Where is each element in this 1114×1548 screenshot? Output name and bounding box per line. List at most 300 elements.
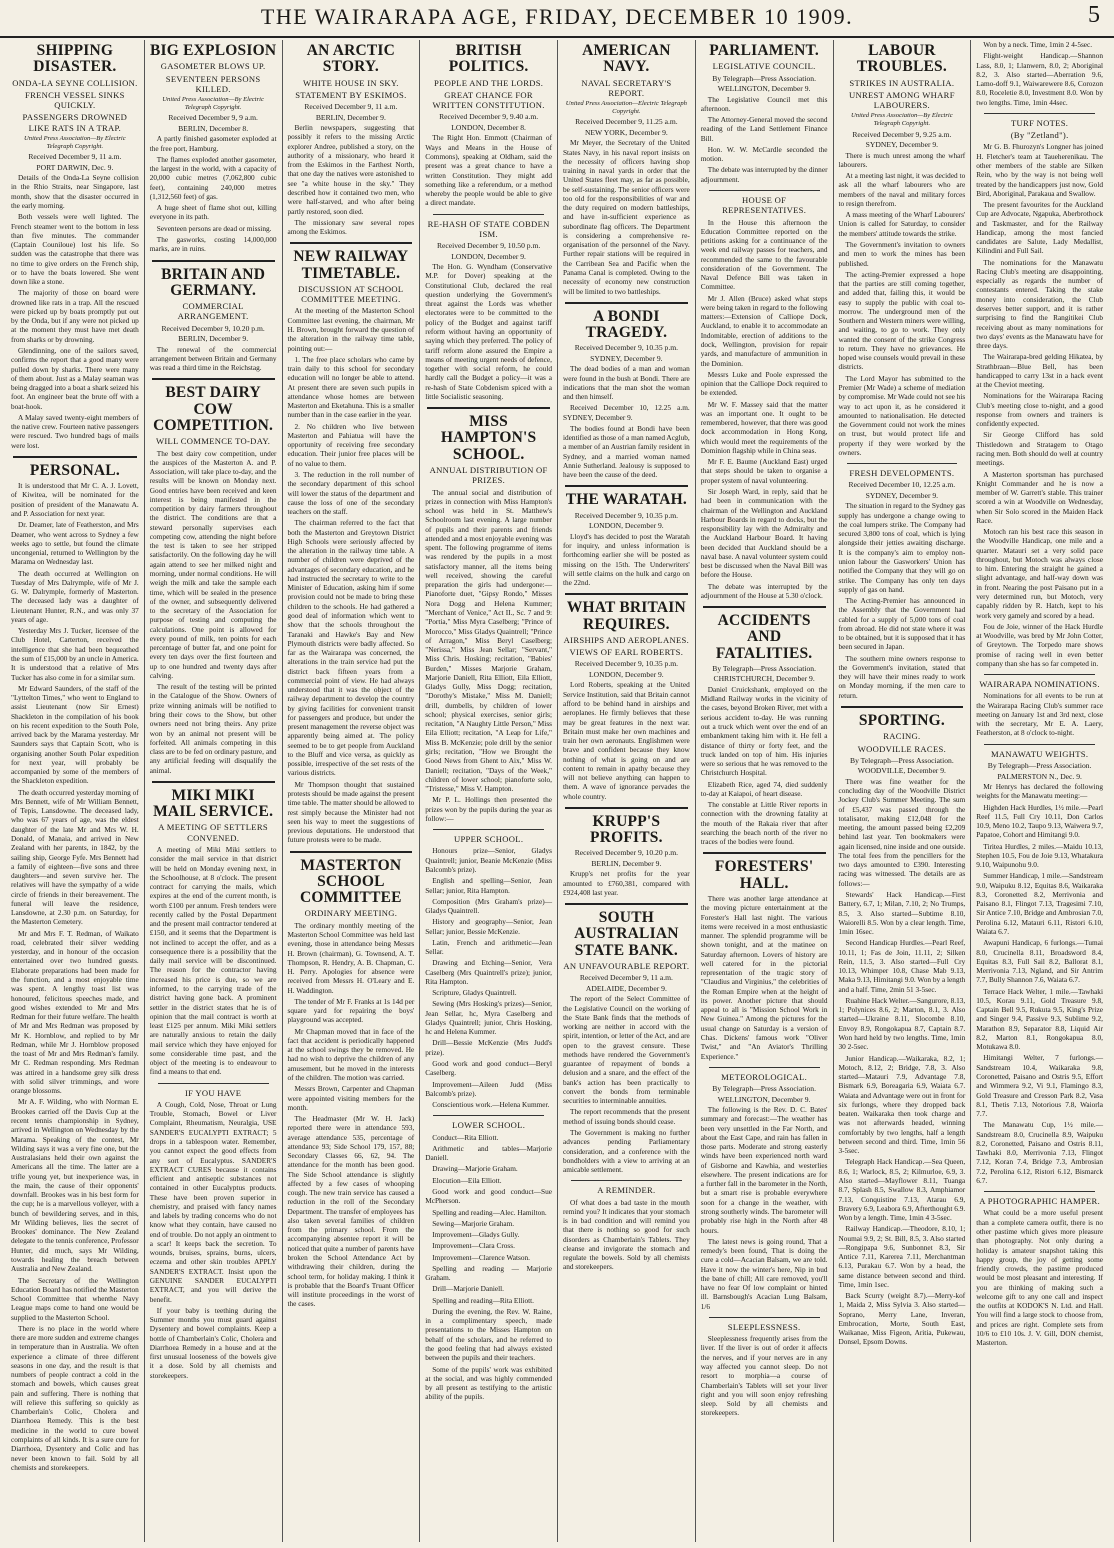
article-subheading: PASSENGERS DROWNED LIKE RATS IN A TRAP. — [22, 112, 128, 133]
article-headline: AMERICAN NAVY. — [582, 42, 671, 76]
article-paragraph: Junior Handicap.—Waikaraka, 8.2, 1; Motoch, 8.12, 2; Bridge, 7.8, 3. Also started—Matauri 7.9, Advantage 7.8, Bismark 6.9, Boreagaria 6.9, Waiata 6.7. Waiata and Advantage were out in front for six furlongs, where they dropped back beaten. Waikaraka then took charge and was not afterwards headed, winning comfortably by two lengths, half a length between second and third. Time, 1min 56 3-5sec. — [838, 1053, 966, 1156]
column-rule — [152, 781, 275, 783]
dateline: Received December 9, 10.20 p.m. — [574, 848, 679, 858]
article-paragraph: Mr Edward Saunders, of the staff of the "Lyttelton Times," who went to England to assist Lieutenant (now Sir Ernest) Shackleton in the compilation of his book on his recent expedition to the South Pole, arrived back by the Marama yesterday. Mr Saunders says that Captain Scott, who is organising another South Polar expedition for next year, will probably be accompanied by some of the members of the Shackleton expedition. — [11, 683, 139, 786]
article-paragraph: If your baby is teething during the Summer months you must guard against Dysentery and bowel complaints. Keep a bottle of Chamberlain's Colic, Cholera and Diarrhoea Remedy in a house and at the first unusual looseness of the bowels give it a dose. Sold by all chemists and storekeepers. — [149, 1305, 277, 1380]
dateline: WOODVILLE, December 9. — [857, 766, 946, 776]
article-paragraph: Yesterday Mrs J. Tucker, licensee of the Club Hotel, Carterton, received the intelligence that she had been bequeathed the sum of £15,000 by an uncle in America. It is understood that a relative of Mrs Tucker has also come in for a similar sum. — [11, 626, 139, 682]
article-paragraph: 1. The free place scholars who came by train daily to this school for secondary education will no longer be able to attend. At present there are seven such pupils in attendance whose homes are between Masterton and Eketahuna. This is a smaller number than in the case earlier in the year. — [287, 354, 415, 420]
article-headline: MIKI MIKI MAIL SERVICE. — [153, 786, 274, 821]
article-headline: LABOUR TROUBLES. — [856, 42, 947, 76]
dateline: SYDNEY, December 9. — [865, 490, 939, 500]
article-paragraph: The Acting-Premier has announced in the Assembly that the Government had cabled for a supply of 5,000 tons of coal from abroad. He did not state where it was to be obtained, but it is supposed that it has been secured in Japan. — [838, 596, 966, 652]
article-paragraph: Conscientious work.—Helena Kummer. — [432, 1100, 550, 1110]
article-paragraph: Flight-weight Handicap.—Shannon Lass, 8.0, 1; Llanwern, 8.0, 2; Aboriginal 8.2, 3. Also started—Aberration 9.6, Lamo-doff 9.1, Waiwarewere 8.6, Corozon 8.0, Roceletie 8.0, Investment 8.0. Won by two lengths. Time, 1min 44sec. — [976, 51, 1103, 107]
wire-credit: United Press Association—By Electric Telegraph Copyright. — [851, 112, 953, 128]
article-headline: MASTERTON SCHOOL COMMITTEE — [300, 856, 402, 907]
dateline: LONDON, December 9. — [451, 251, 526, 261]
article-subheading: (By "Zetland"). — [1010, 130, 1069, 141]
article-subheading: FRESH DEVELOPMENTS. — [849, 468, 955, 479]
article — [563, 43, 690, 296]
dateline: Received December 9, 9.25 a.m. — [852, 129, 952, 139]
article-subheading: NAVAL SECRETARY'S REPORT. — [581, 77, 672, 98]
article-subheading: LEGISLATIVE COUNCIL. — [712, 61, 816, 72]
article-paragraph: Improvement—Gladys Gully. — [432, 1230, 520, 1240]
article-subheading: WHITE HOUSE IN SKY. — [302, 77, 399, 88]
article — [563, 807, 690, 897]
dateline: Received December 9, 11 a.m. — [579, 973, 673, 983]
article-paragraph: Mr A. F. Wilding, who with Norman E. Brookes carried off the Davis Cup at the recent tennis championship in Sydney, arrived in Wellington on Wednesday by the Marama. Speaking of the contest, Mr Wilding says it was a very fine one, but the Australasians held their own against the Americans all the time. The latter are a trifle young yet, but inexperience was, in the main, the cause of their opponents' downfall. Brookes was in his best form for the cup; he is a marvellous volleyer, with a bunch of bewildering serves, and in this, Mr Wilding believes, lies the secret of Brookes' dominance. The New Zealand delegate to the tennis conference, Professor Hunter, did much, says Mr Wilding, towards healing the breach between Australia and New Zealand. — [11, 1097, 139, 1274]
column-rule — [709, 1317, 820, 1318]
article-subheading: TURF NOTES. — [1010, 117, 1069, 128]
article — [563, 593, 690, 801]
article — [425, 1115, 552, 1401]
article-paragraph: Sleeplessness frequently arises from the liver. If the liver is out of order it affects the nerves, and if your nerves are in any way affected you cannot sleep. Do not resort to morphia—a course of Chamberlain's Tablets will set your liver right and you will soon enjoy refreshing sleep. Sold by all chemists and storekeepers. — [700, 1334, 828, 1418]
dateline: Received December 10, 12.25 a.m. — [848, 480, 956, 490]
article-subheading: PEOPLE AND THE LORDS. — [433, 77, 544, 88]
article-subheading: METEOROLOGICAL. — [721, 1071, 808, 1082]
article-paragraph: Arithmetic and tables—Marjorie Daniell. — [425, 1143, 552, 1163]
article-paragraph: Composition (Mrs Graham's prize)—Gladys Quaintrell. — [425, 896, 552, 916]
article-subheading: GASOMETER BLOWS UP. — [160, 61, 266, 72]
article-paragraph: 3. The reduction in the roll number of the secondary department of this school will lower the status of the department and cause the loss of one of the secondary teachers on the staff. — [287, 469, 415, 517]
article-paragraph: Krupp's net profits for the year amounted to £760,381, compared with £924,408 last year. — [563, 869, 690, 897]
article-paragraph: Hon. W. W. McCardle seconded the motion. — [700, 144, 828, 164]
wire-credit: United Press Association—By Electric Telegraph Copyright. — [24, 135, 126, 150]
dateline: Received December 9, 9 a.m. — [168, 113, 258, 123]
column-rule — [984, 744, 1095, 745]
column-rule — [571, 1180, 682, 1181]
article-paragraph: A mass meeting of the Wharf Labourers' Union is called for Saturday, to consider the members' attitude towards the strike. — [838, 210, 966, 238]
column-rule — [847, 463, 958, 464]
article-headline: BRITISH POLITICS. — [448, 42, 529, 76]
article-paragraph: Messrs Brown, Carpenter and Chapman were appointed visiting members for the month. — [287, 1084, 415, 1112]
article-subheading: A REMINDER. — [597, 1185, 656, 1196]
article-paragraph: Seventeen persons are dead or missing. — [156, 223, 272, 233]
article — [839, 43, 966, 457]
article-paragraph: In the House this afternoon the Education Committee reported on the petitions asking for a continuance of the week end railway passes for teachers, and recommended the same to the favourable consideration of the Government. The Naval Defence Bill was taken in Committee. — [700, 217, 828, 292]
article-paragraph: Himitangi Welter, 7 furlongs.—Sandstream 10.4, Waikaraka 9.8, Coronetted, Paisano and Ostris 9.5, Effort and Wimmera 9.2, Vi 9.1, Flamingo 8.3, Gold Treasure and Cresson Park 8.2, Vasa 8.1, Thetis 7.13, Notorious 7.8, Waiorla 7.7. — [976, 1053, 1103, 1119]
article-paragraph: There was fine weather for the concluding day of the Woodville District Jockey Club's Summer Meeting. The sum of £5,437 was passed through the totalisator, making £12,048 for the meeting, the amount passed being £2,209 behind last year. Ten bookmakers were again licensed, nine inside and one outside. The total fees from the pencillers for the two days amounted to £390. Interesting racing was witnessed. The details are as follows:— — [838, 776, 966, 888]
article-paragraph: The gasworks, costing 14,000,000 marks, are in ruins. — [149, 234, 277, 254]
article-paragraph: Drill—Bessie McKenzie (Mrs Judd's prize). — [425, 1038, 552, 1057]
article-paragraph: Railway Handicap.—Theodore, 8.10, 1; Noumai 9.9, 2; St. Bill, 8.5, 3. Also started—Rongipapa 9.6, Sunbonnet 8.3, Sir Antice 7.11, Karerea 7.11, Merchantman 6.13, Purakau 6.7. Won by a head, the same distance between second and third. Time, 1min 1sec. — [838, 1224, 966, 1289]
article-paragraph: Highden Hack Hurdles, 1½ mile.—Pearl Reef 11.5, Full Cry 10.11, Don Carlos 10.9, Meno 10.2, Taupo 9.13, Waiwera 9.7, Papatoe, Cohort and Himitangi 9.0. — [976, 802, 1103, 840]
article-paragraph: Good work and good conduct—Sue McPherson. — [425, 1186, 552, 1206]
column-rule — [290, 242, 413, 244]
column-rule — [565, 903, 688, 905]
article-subheading: ANNUAL DISTRIBUTION OF PRIZES. — [429, 464, 548, 486]
article — [839, 706, 966, 1347]
dateline: Received December 9, 11.25 a.m. — [575, 117, 678, 127]
article-paragraph: Summer Handicap, 1 mile.—Sandstream 9.0, Waipuku 8.12, Equitas 8.6, Waikaraka 8.3, Coronetted 8.2, Merrivonia and Paisano 8.1, Flingot 7.13, Tragesimi 7.10, Sir Antice 7.10, Bridge and Ambrosian 7.0, Perolina 6.12, Matauri 6.11, Ristori 6.10, Waiata 6.7. — [976, 871, 1104, 936]
article-paragraph: Drawing and Etching—Senior, Vera Caselberg (Mrs Quaintrell's prize); junior, Rita Hampton. — [425, 958, 552, 986]
article — [563, 1180, 690, 1271]
article-paragraph: What could be a more useful present than a complete camera outfit, there is no other pastime which gives more pleasure than photography. Not only during a holiday is amateur snapshot taking this happy group, the joy of getting some friendly crowds, the pastime produced would be most pleasant and interesting. If you are thinking of making such a welcome gift to any one call and inspect the outfits at KODOK'S N. Ltd. and Hall. You will find a large stock to choose from, and prices are right. Complete sets from 10/6 to £10 10s. J. V. Gill, DON chemist, Masterton. — [976, 1208, 1103, 1348]
article-subheading: SLEEPLESSNESS. — [727, 1321, 801, 1332]
article — [701, 43, 828, 184]
article-headline: SHIPPING DISASTER. — [33, 42, 117, 76]
dateline: By Telegraph—Press Association. — [987, 761, 1092, 771]
article — [839, 463, 966, 700]
article-paragraph: During the evening, the Rev. W. Raine, in a complimentary speech, made presentations to the Misses Hampton on behalf of the scholars, and he referred to the good feeling that had always existed between the pupils and their teachers. — [425, 1306, 552, 1363]
article-subheading: ONDA-LA SEYNE COLLISION. — [12, 77, 138, 88]
article-paragraph: The Lord Mayor has submitted to the Premier (Mr Wade) a scheme of mediation by compromise. Mr Wade could not see his way to act upon it, as he considered it amounted to nationalisation. He detected the Government could not work the mines on trust, but would protect life and property if they were worked by the owners. — [838, 373, 966, 457]
article-subheading: RACING. — [883, 731, 921, 742]
article-paragraph: Nominations for the Wairarapa Racing Club's meeting close to-night, and a good response from owners and trainers is confidently expected. — [976, 391, 1103, 429]
article-subheading: AN UNFAVOURABLE REPORT. — [563, 960, 690, 971]
article-paragraph: Mr W. F. Massey said that the matter was an important one. It ought to be remembered, however, that there was good dock accommodation in Hong Kong, which would meet the requirements of the Dominion flagship while in China seas. — [700, 399, 828, 455]
article-paragraph: Back Scurry (weight 8.7).—Merry-kof 1, Maida 2, Miss Sylvia 3. Also started—Soprano, Merry Lane, Inveran, Embrocation, Morte, South East, Waikanae, Miss Figeon, Aritia, Pukewau, Donsel, Epsom Downs. — [838, 1291, 966, 1347]
article — [288, 242, 415, 844]
article-paragraph: Awapuni Handicap, 6 furlongs.—Tumai 8.0, Crucinella 8.11, Broadsword 8.4, Equitas 8.3, Full Sail 8.2, Ballorat 8.1, Merrivonia 7.13, Ngland, and Sir Antrim 7.7, Bully Shannon 7.6, Waiata 6.7. — [976, 938, 1103, 985]
article — [976, 40, 1103, 107]
article-subheading: WOODVILLE RACES. — [857, 743, 947, 754]
article-paragraph: Sir Joseph Ward, in reply, said that he had been in communication with the chairman of the Wellington and Auckland Harbour Boards in regard to docks, but the responsibility lay with the Admiralty and the Auckland Harbour Board. It having been decided that Auckland should be a naval base. A naval volunteer system could best be discussed when the Naval Bill was before the House. — [700, 487, 828, 580]
article-headline: PERSONAL. — [29, 461, 120, 479]
article-paragraph: Mr Henrys has declared the following weights for the Manawatu meeting:— — [976, 782, 1103, 801]
article-paragraph: Received December 10, 12.25 a.m. SYDNEY, December 9. — [563, 403, 690, 422]
article-paragraph: The annual social and distribution of prizes in connection with Miss Hampton's school was held in St. Matthew's Schoolroom last evening. A large number of pupils and their parents and friends attended and a most enjoyable evening was spent. The following programme of items was rendered by the pupils in a most satisfactory manner, all the items being well received, showing the careful preparation the girls had undergone:—Pianoforte duet, "Gipsy Rondo," Misses Nora Dogg and Helena Kummer; "Merchant of Venice," Act II., Sc. 7 and 9: "Portia," Miss Myra Caselberg; "Prince of Morocco," Miss Gladys Quaintrell; "Prince of Arragon," Miss Beryl Caselberg; "Nerissa," Miss Jean Sellar; "Servant," Miss Chris. Hosking; recitation, "Babies' Burden," Misses Marjorie Graham, Marjorie Daniell, Rita Elliott, Eila Elliott, Gladys Gully, Miss Dogg; recitation, "Dorothy's Mistake," Miss M. Daniell; drill, dumbells, by children of lower school; physical exercises, senior girls; recitation, "A Naughty Little Person," Miss Eila Elliott; recitation, "A Leap for Life," Miss B. McKenzie; pole drill by the senior girls; recitation, "How we Brought the Good News from Ghent to Aix," Miss W. Daniell; recitation, "Days of the Week," children of lower school; pianoforte solo, "Tristesse," Miss V. Hampton. — [425, 487, 552, 794]
article — [976, 113, 1103, 668]
dateline: Received December 9, 9.40 a.m. — [439, 112, 539, 122]
article-paragraph: Terrace Hack Welter, 1 mile.—Tawhaki 10.5, Korau 9.11, Gold Treasure 9.8, Captain Bell 9.5, Rukuta 9.5, King's Prize and Singer 9.4, Passive 9.3, Sublime 9.2, Marathon 8.9, Separator 8.8, Liquid Air 8.2, Marton 8.1, Rongokapua 8.0, Motukawa 8.0. — [976, 986, 1103, 1052]
masthead — [0, 0, 1114, 38]
article — [150, 378, 277, 774]
article-headline: A BONDI TRAGEDY. — [585, 307, 668, 342]
article-headline: NEW RAILWAY TIMETABLE. — [293, 248, 409, 282]
dateline: BERLIN, December 9. — [315, 112, 386, 122]
article-paragraph: Good work and good conduct—Beryl Caselberg. — [425, 1059, 552, 1078]
article-paragraph: Glendinning, one of the sailors saved, confirms the report that a good many were pulled down by sharks. There were many of them about. Just as a Malay seaman was being dragged into a boat a shark seized his foot. An engineer beat the brute off with a boat-hook. — [11, 346, 139, 411]
article-paragraph: The flames exploded another gasometer, the largest in the world, with a capacity of 20,000 cubic metres (7,062,800 cubic feet), containing 240,000 metres (1,312,560 feet) of gas. — [149, 154, 277, 201]
article — [150, 43, 277, 254]
column-rule — [565, 807, 688, 809]
article-paragraph: Mr P. L. Hollings then presented the prizes won by the pupils during the year as follow:— — [425, 795, 552, 823]
column-rule — [13, 456, 137, 458]
article-subheading: WILL COMMENCE TO-DAY. — [155, 436, 271, 447]
article-paragraph: The acting-Premier expressed a hope that the parties are still coming together, and added that, failing this, it would be easy to supply the public with coal to-morrow. The underground men of the Southern and Western miners were willing, and waiting, to go to work. They only wanted the consent of the strike Congress to return. They have no grievances. He hoped wise counsels would prevail in these districts. — [838, 269, 966, 372]
column-6 — [695, 40, 833, 1542]
article-paragraph: The Right Hon. Emmott (Chairman of Ways and Means in the House of Commons), speaking at Oldham, said the present was a great chance to have a written Constitution. They might add something like a referendum, or a method whereby the people would be able to give a direct mandate. — [425, 133, 552, 208]
article-paragraph: The dead bodies of a man and woman were found in the bush at Bondi. There are indications that the man shot the woman and then himself. — [563, 364, 690, 402]
article-paragraph: A huge sheet of flame shot out, killing everyone in its path. — [149, 203, 277, 222]
dateline: NEW YORK, December 9. — [584, 127, 668, 137]
article-paragraph: The constable at Little River reports in connection with the drowning fatality at the mouth of the Rakaia river that after searching the beach north of the river no traces of the bodies were found. — [700, 800, 828, 847]
dateline: By Telegraph—Press Association. — [712, 73, 816, 83]
article-subheading: RE-HASH OF STATE COBDEN ISM. — [427, 218, 550, 239]
column-rule — [984, 113, 1095, 114]
wire-credit: United Press Association—Electric Telegraph Copyright. — [565, 100, 687, 115]
dateline: Received December 9, 10.35 p.m. — [574, 659, 679, 669]
article-headline: SOUTH AUSTRALIAN STATE BANK. — [574, 909, 679, 959]
column-rule — [703, 852, 826, 854]
article-headline: FORESTERS' HALL. — [714, 858, 814, 892]
dateline: SYDNEY, December 9. — [590, 353, 663, 363]
article — [976, 744, 1103, 1185]
dateline: Received December 9, 10.35 p.m. — [574, 343, 679, 353]
article-headline: BIG EXPLOSION — [150, 42, 277, 59]
article — [701, 1067, 828, 1311]
dateline: CHRISTCHURCH, December 9. — [713, 674, 815, 684]
dateline: ADELAIDE, December 9. — [585, 983, 667, 993]
column-rule — [984, 674, 1095, 675]
dateline: PORT DARWIN, Dec. 9. — [36, 162, 114, 172]
dateline: Received December 9, 10.20 p.m. — [161, 323, 265, 333]
dateline: Received December 9, 11 a.m. — [28, 152, 122, 162]
dateline: Received December 9, 11 a.m. — [304, 102, 398, 112]
article-paragraph: Improvement—Clara Cross. — [432, 1241, 515, 1251]
article-paragraph: The renewal of the commercial arrangement between Britain and Germany was read a third time in the Reichstag. — [149, 344, 277, 373]
article-paragraph: Honours prize—Senior, Gladys Quaintrell; junior, Beanie McKenzie (Miss Balcomb's prize). — [425, 846, 552, 874]
article-paragraph: Improvement—Aileen Judd (Miss Balcomb's prize). — [425, 1079, 552, 1098]
column-rule — [565, 302, 688, 304]
dateline: BERLIN, December 9. — [178, 334, 249, 344]
article — [425, 214, 552, 402]
dateline: BERLIN, December 9. — [591, 858, 662, 868]
article-paragraph: Lord Roberts, speaking at the United Service Institution, said that Britain cannot afford to be behind hand in airships and aeroplanes. He firmly believes that these may be great features in the next war. Britain must make her own machines and train her own aeronauts. Englishmen were brave and confident because they know nothing of what is going on and are content to remain in apathy because they will not believe anything can happen to them. A wave of ignorance pervades the whole country. — [563, 680, 690, 801]
article-subheading: A MEETING OF SETTLERS CONVENED. — [158, 822, 268, 843]
article-headline: KRUPP'S PROFITS. — [590, 812, 663, 847]
column-rule — [841, 706, 964, 708]
article-subheading: LOWER SCHOOL. — [452, 1120, 526, 1131]
article-paragraph: The debate was interrupted by the dinner adjournment. — [700, 165, 828, 184]
article-paragraph: A partly finished gasometer exploded at the free port, Hamburg. — [149, 134, 277, 153]
article-paragraph: The result of the testing will be printed in the Catalogue of the Show. Owners of prize winning animals will be notified to bring their cows to the Show, but other owners need not bring theirs. Any prize won by an animal not present will be forfeited. All animals competing in this class are to be fed on ordinary pasture, and any artificial feeding will disqualify the animal. — [149, 682, 277, 775]
column-4 — [419, 40, 557, 1542]
article-headline: WHAT BRITAIN REQUIRES. — [566, 599, 686, 633]
article — [976, 1191, 1103, 1347]
columns-container — [6, 40, 1108, 1542]
article-headline: MISS HAMPTON'S SCHOOL. — [440, 413, 537, 463]
article-paragraph: Fou de Joie, winner of the Hack Hurdle at Woodville, was bred by Mr John Cotter, of Greytown. The Torpedo mare shows promise of racing well in even better company than she has so far competed in. — [976, 621, 1103, 668]
article-paragraph: Spelling and reading—Rita Elliott. — [432, 1295, 534, 1305]
column-rule — [290, 851, 413, 853]
article — [150, 781, 277, 1077]
article — [701, 852, 828, 1060]
article-paragraph: Lloyd's has decided to post the Waratah for inquiry, and unless information is forthcoming earlier she will be posted as missing on the 15th. The Underwriters' will settle claims on the hulk and cargo on the 22nd. — [563, 531, 690, 588]
article-paragraph: Won by a neck. Time, 1min 2 4-5sec. — [983, 40, 1093, 49]
article-paragraph: Spelling and reading — Marjorie Graham. — [425, 1263, 552, 1283]
article-paragraph: Scripture, Gladys Quaintrell. — [432, 988, 517, 998]
article-paragraph: The bodies found at Bondi have been identified as those of a man named Acglub, a member of an Austrian family resident in Sydney, and a married woman named Annie Sutherland. Jealousy is supposed to have been the cause of the deed. — [563, 423, 690, 480]
article-headline: BEST DAIRY COW COMPETITION. — [153, 384, 274, 434]
article-paragraph: The following is the Rev. D. C. Bates' summary and forecast:—The weather has been very unsettled in the Far North, and about the East Cape, and rain has fallen in those parts. Moderate and strong easterly winds have been experienced north ward of Gisborne and Kawhia, and westerlies elsewhere. The present indications are for a further fall in the barometer in the North, but a smart rise is probable everywhere soon for a change in the weather, with strong southerly winds. The barometer will probably rise high in the North after 48 hours. — [700, 1105, 828, 1235]
article-paragraph: The death occurred at Wellington on Tuesday of Mrs Dalrymple, wife of Mr J. G. W. Dalrymple, formerly of Masterton. The deceased lady was a daughter of Lieutenant Hunter, R.N., and was only 37 years of age. — [11, 568, 139, 624]
article-paragraph: Mr G. B. Fhurozyn's Longner has joined H. Fletcher's team at Taueherenikau. The other members of the stable are Silken Rein, who by the way is not being well treated by the handicappers just now, Gold Bird, Aboriginal, Parakaua and Swallow. — [976, 142, 1103, 198]
column-7 — [833, 40, 971, 1542]
article-subheading: HOUSE OF REPRESENTATIVES. — [722, 194, 807, 216]
article-paragraph: A Malay saved twenty-eight members of the native crew. Fourteen native passengers were rescued. Two hundred bags of mails were lost. — [11, 412, 139, 450]
column-rule — [709, 1067, 820, 1068]
article — [150, 260, 277, 373]
column-1 — [6, 40, 144, 1542]
article-paragraph: The report recommends that the present method of issuing bonds should cease. — [563, 1107, 690, 1126]
article-paragraph: The situation in regard to the Sydney gas supply has undergone a change owing to the coal lumpers strike. The Company had secured 3,800 tons of coal, which is lying alongside their jetties awaiting discharge. It is the company's aim to employ non-union labour the Gasworkers' Union has notified the Company that they will go on strike. The Company has only ten days supply of gas on hand. — [838, 501, 966, 594]
article-subheading: ORDINARY MEETING. — [304, 908, 398, 919]
article-paragraph: Mr J. Allen (Bruce) asked what steps were being taken in regard to the following matters:—Extension of Calliope Dock, Auckland, to enable it to accommodate an Indomitable, erection of additions to the dock, Wellington, provision for repair yards, and manufacture of ammunition in the Dominion. — [700, 293, 828, 368]
article — [701, 606, 828, 846]
article-paragraph: There is no place in the world where there are more sudden and extreme changes in temperature than in Australia. We often experience a climate of three different seasons in one day, and the result is that numbers of people contract a cold in the stomach and bowels, which causes great pain and suffering. There is nothing that will relieve this suffering so quickly as Chamberlain's Colic, Cholera and Diarrhoea Remedy. This is the best medicine in the world to cure bowel complaints of all kinds. It is a sure cure for Diarrhoea, Dysentery and Colic and has never been known to fail. Sold by all chemists and storekeepers. — [11, 1323, 139, 1472]
column-rule — [565, 593, 688, 595]
article-paragraph: Spelling and reading—Alec. Hamilton. — [432, 1207, 547, 1217]
column-rule — [433, 829, 544, 830]
article-paragraph: Sewing (Mrs Hosking's prizes)—Senior, Jean Sellar, hc, Myra Caselberg and Gladys Quaintrell; junior, Chris Hosking, hc and Helena Kummer. — [425, 999, 552, 1037]
article-headline: THE WARATAH. — [565, 491, 687, 509]
article-paragraph: The ordinary monthly meeting of the Masterton School Committee was held last evening, those in attendance being Messrs H. Brown (chairman), G. Townsend, A. T. Thompson, R. Hendry, A. B. Chapman, C. H. Perry. Apologies for absence were received from Messrs H. O'Leary and E. H. Waddington. — [287, 920, 415, 995]
article — [701, 190, 828, 600]
article-paragraph: The missionary saw several ropes among the Eskimos. — [287, 217, 415, 237]
article-paragraph: There is much unrest among the wharf labourers. — [838, 150, 966, 169]
article-headline: PARLIAMENT. — [709, 42, 819, 59]
article — [563, 485, 690, 587]
column-rule — [152, 260, 275, 262]
article-subheading: COMMERCIAL ARRANGEMENT. — [177, 301, 249, 322]
article-paragraph: Drawing—Marjorie Graham. — [432, 1164, 518, 1174]
column-8 — [970, 40, 1108, 1542]
wire-credit: United Press Association—By Electric Telegraph Copyright. — [162, 96, 264, 111]
dateline: LONDON, December 9. — [589, 669, 664, 679]
column-rule — [565, 485, 688, 487]
article-paragraph: Latin, French and arithmetic—Jean Sellar. — [425, 937, 552, 957]
article-paragraph: The Manawatu Cup, 1½ mile.—Sandstream 8.0, Crucinella 8.9, Waipuku 8.2, Coronetted, Paisano and Ostris 8.11, Tawhaki 8.0, Merrivonia 7.13, Flingot 7.12, Koran 7.4, Bridge 7.3, Ambrosian 7.2, Perolina 6.12, Ristori 6.12, Bismarck 6.7. — [976, 1120, 1103, 1185]
article-paragraph: The tender of Mr F. Franks at 1s 14d per square yard for repairing the boys' playground was accepted. — [287, 996, 415, 1025]
article-paragraph: The nominations for the Manawatu Racing Club's meeting are disappointing, especially as regards the number of contestants entered. Taking the stake money into consideration, the Club deserves better support, and it is rather surprising to find the Rangitikei Club receiving about as many nominations for two days' events as the Manawatu have for three days. — [976, 257, 1103, 351]
column-rule — [433, 1115, 544, 1116]
article — [425, 43, 552, 208]
dateline: LONDON, December 8. — [451, 122, 526, 132]
article — [425, 407, 552, 823]
article-paragraph: Dr. Deamer, late of Featherston, and Mrs Deamer, who went across to Sydney a few weeks ago to settle, but found the climate uncongenial, returned to Wellington by the Marama on Wednesday last. — [11, 520, 139, 567]
article-paragraph: Messrs Luke and Poole expressed the opinion that the Calliope Dock required to be extended. — [700, 369, 828, 398]
article-paragraph: Motoch ran his best race this season in the Woodville Handicap, one mile and a quarter. Matauri set a very solid pace throughout, but Motoch was always close to him. Entering the straight he gained a slight advantage, and half-way down was in front. Nearing the post Paisano put in a very determined run, but Motoch, very capably ridden by R. Hatch, kept to his work very gamely and scored by a head. — [976, 527, 1103, 620]
article-paragraph: Drill—Marjorie Daniell. — [432, 1284, 504, 1294]
article-paragraph: English and spelling—Senior, Jean Sellar; junior, Rita Hampton. — [425, 876, 552, 895]
article-paragraph: Sewing—Marjorie Graham. — [432, 1218, 515, 1228]
masthead-title: THE WAIRARAPA AGE, FRIDAY, DECEMBER 10 1909. — [260, 4, 854, 29]
article-paragraph: Mr Meyer, the Secretary of the United States Navy, in his naval report insists on the necessity of officers having shop training in naval yards in order that the United States fleet may, as far as possible, be self-sustaining. The senior officers were too old for the responsibilities of war and the duty required on modern battleships, and have in-sufficient experience as subordinate flag officers. The Department is considering a comprehensive re-organisation of the personnel of the Navy. Further repair stations will be required in the Carribean Sea and Pacific when the Panama Canal is completed. Owing to the necessity of economy new construction will be limited to two battleships. — [563, 138, 690, 296]
article-paragraph: Tiritea Hurdles, 2 miles.—Maidu 10.13, Stephen 10.5, Fou de Joie 9.13, Whatakura 9.10, Waipunohu 9.0. — [976, 841, 1103, 870]
article-subheading: IF YOU HAVE — [184, 1087, 242, 1098]
article — [11, 43, 139, 450]
article — [288, 43, 415, 236]
article-paragraph: Mr Thompson thought that sustained protests should be made against the present time table. The matter should be allowed to rest simply because the Minister had not seen his way to meet the suggestions of previous deputations. He understood that future protests were to be made. — [287, 779, 415, 845]
article-paragraph: There was another large attendance at the moving picture entertainment at the Forester's Hall last night. The various items were received in a most enthusiastic manner. The splendid programme will be shown tonight, and at the matinee on Saturday afternoon. Lovers of history are well catered for in the pictorial representation of the tragic story of "Claudius and Virginius," the celebrities of the Roman Empire when at the height of its power. Another picture that should appeal to all is "Mission School Work in New Guinea." Among the pictures for the usual change on Saturday is a version of Chas. Dickens' famous work "Oliver Twist," and "An Aviator's Thrilling Experience." — [700, 894, 828, 1061]
dateline: LONDON, December 9. — [589, 521, 664, 531]
article-subheading: WAIRARAPA NOMINATIONS. — [979, 679, 1100, 690]
column-rule — [984, 1191, 1095, 1192]
column-rule — [703, 606, 826, 608]
article — [150, 1083, 277, 1380]
article-paragraph: The chairman referred to the fact that both the Masterton and Greytown District High Schools were seriously affected by the alteration in the railway time table. A number of children were deprived of the advantages of secondary education, and he had instructed the secretary to write to the Minister of Education, asking him if some provision could not be made to bring these children to the schools. He had gathered a good deal of information which went to show that the schools throughout the Taranaki and Hawke's Bay and New Plymouth districts were badly affected. So far as the Wairarapa was concerned, the alterations in the train service had put the district back fifteen years from a commercial point of view. He had always understood that it was the object of the railway department to develop the country by giving facilities for convenient transit for passengers and produce, but under the present management the reverse object was apparently being aimed at. The policy seemed to be to get people from Auckland to the Bluff and vice versa, as quickly as possible, irrespective of the set rests of the various districts. — [287, 518, 415, 778]
dateline: PALMERSTON N., Dec. 9. — [997, 771, 1082, 781]
article-paragraph: Mr F. E. Baume (Auckland East) urged that steps should be taken to organise a proper system of naval volunteering. — [700, 457, 828, 485]
column-rule — [427, 407, 550, 409]
article-paragraph: At a meeting last night, it was decided to ask all the wharf labourers who are members of the naval and military forces to resign therefrom. — [838, 171, 966, 208]
dateline: SYDNEY, December 9. — [865, 140, 939, 150]
article-paragraph: The majority of those on board were drowned like rats in a trap. All the rescued were picked up by boats promptly put out by the Onda, but if any were not picked up at the moment they must have met death from sharks or by drowning. — [11, 288, 139, 344]
article-paragraph: Second Handicap Hurdles.—Pearl Reef, 10.11, 1; Fas de Join, 11.11, 2; Silken Rein, 11.5, 3. Also started—Full Cry 10.13, Whimper 10.8, Chase Mab 9.13, Maka 9.13, Himitangi 9.0. Won by a length and a half. Time, 2min 51 3-5sec. — [838, 938, 966, 994]
article-headline: ACCIDENTS AND FATALITIES. — [715, 612, 813, 662]
article-subheading: SEVENTEEN PERSONS KILLED. — [165, 73, 261, 94]
article-subheading: UNREST AMONG WHARF LABOURERS. — [848, 89, 955, 111]
article-subheading: UPPER SCHOOL. — [453, 834, 524, 845]
article-paragraph: At the meeting of the Masterton School Committee last evening, the chairman, Mr H. Brown, brought forward the question of the alteration in the railway time table, pointing out:— — [287, 306, 415, 353]
article — [425, 829, 552, 1109]
column-rule — [709, 190, 820, 191]
article — [11, 456, 139, 1472]
article — [288, 851, 415, 1309]
article-paragraph: The debate was interrupted by the adjournment of the House at 5.30 o'clock. — [700, 581, 828, 600]
dateline: WELLINGTON, December 9. — [717, 1094, 811, 1104]
column-2 — [144, 40, 282, 1542]
article-paragraph: A Masterton sportsman has purchased Knight Commander and he is now a member of W. Garrett's stable. This trainer scored a win at Woodville on Wednesday, when Sir Solo scored in the Maiden Hack Race. — [976, 469, 1103, 525]
article-paragraph: Telegraph Hack Handicap.—Sea Queen, 8.6, 1; Warlock, 8.5, 2; Kilmurloe, 6.9, 3. Also started—Mayflower 8.11, Tuanga 8.7, Splash 8.5, Swallow 8.3, Amphiamor 7.13, Conquistine 7.13, Atarau 6.9, Bravery 6.9, Leabora 6.9, Afterthought 6.9. Won by a length. Time, 1min 4 3-5sec. — [838, 1157, 966, 1223]
dateline: By Telegraph—Press Association. — [850, 755, 954, 765]
article-paragraph: Daniel Cruickshank, employed on the Midland Railway works in the vicinity of the cases, beyond Broken River, met with a serious accident to-day. He was running out a truck which went over the end of an embankment taking him with it. He fell a distance of thirty or forty feet, and the truck landed on top of him. His injuries were so serious that he was removed to the Christchurch Hospital. — [700, 684, 828, 778]
article-paragraph: It is understood that Mr C. A. J. Lovett, of Kiwitea, will be nominated for the position of president of the Manawatu A. and P. Association for next year. — [11, 481, 139, 518]
article-paragraph: Ruahine Hack Welter.—Sangurore, 8.13, 1; Polynices 8.6, 2; Marton, 8.1, 3. Also started—Ukraine 8.11, Slocombe 8.10, Envoy 8.9, Rongokapua 8.7, Captain 8.7. Won hard held by two lengths. Time, 1min 30 2-5sec. — [838, 995, 966, 1052]
article-subheading: MANAWATU WEIGHTS. — [990, 748, 1089, 759]
article-paragraph: The Secretary of the Wellington Education Board has notified the Masterton School Committee that whenthe Navy League maps come to hand one would be supplied to the Masterton School. — [11, 1275, 139, 1322]
article-paragraph: Improvement—Clarence Watson. — [432, 1252, 531, 1262]
article-paragraph: The report of the Select Committee of the Legislative Council on the working of the State Bank finds that the methods of working are neither in accord with the spirit, intention, or letter of the Act, and are open to the gravest censure. These methods have rendered the Government's guarantee of repayment of bonds a delusion and a snare, and the effect of the bank's action has been practically to convert the bonds from terminable securities to interminable annuities. — [563, 994, 690, 1106]
article-paragraph: History and geography—Senior, Jean Sellar; junior, Bessie McKenzie. — [425, 917, 552, 936]
article-paragraph: The latest news is going round, That a remedy's been found, That is doing the cure a cold—Acacian Balsam, we are told. Have it now the winter's here, Nip in bud the bane of chill; All care removed, you'll have no fear Of low complaint or hinted ill. Barnsbough's Acacian Lung Balsam, 1/6 — [700, 1236, 828, 1311]
article-paragraph: The southern mine owners response to the Government's invitation, stated that they will have their mines ready to work on Monday morning, if the men care to return. — [838, 653, 966, 700]
column-rule — [433, 214, 544, 215]
article — [563, 302, 690, 480]
article-paragraph: Some of the pupils' work was exhibited at the social, and was highly commended by all present as testifying to the artistic ability of the pupils. — [425, 1364, 552, 1402]
article-paragraph: Details of the Onda-La Seyne collision in the Rhio Straits, near Singapore, last month, show that the disaster occurred in the early morning. — [11, 173, 139, 211]
article-paragraph: A Cough, Cold, Nose, Throat or Lung Trouble, Stomach, Bowel or Liver Complaint, Rheumatism, Neuralgia, USE SANDER'S EUCALYPTI EXTRACT; 5 drops in a tablespoon water. Remember, you cannot expect the good effects from any sort of Eucalyptus. SANDER'S EXTRACT CURES because it contains efficient and antiseptic substances not contained in other Eucalyptus products. These have been proven superior in chemistry, and praised with fancy names and labels by trading concerns who do not know what they contain, have caused no end of trouble. Do not apply an ointment to a scar! It keeps back the secretion. To wounds, bruises, sprains, burns, ulcers, eczema and other skin troubles APPLY SANDER'S EXTRACT. Insist upon the GENUINE SANDER EUCALYPTI EXTRACT, and you will derive the benefit. — [149, 1099, 277, 1304]
column-rule — [152, 378, 275, 380]
article-paragraph: Elizabeth Rice, aged 74, died suddenly to-day at Kaiapoi, of heart disease. — [700, 779, 828, 798]
article-paragraph: Berlin newspapers, suggesting that possibly it refers to the missing Arctic explorer Andree, published a story, on the authority of a missionary, who heard it from the Eskimos in the Farthest North, that one day the natives were astonished to see "a white house in the sky." They described how it contained two men, who were half-starved, and who after being partly restored, soon died. — [287, 123, 415, 216]
article — [976, 674, 1103, 738]
article-paragraph: The Hon. G. Wyndham (Conservative M.P. for Dover) speaking at the Constitutional Club, declared the real question underlying the Government's threat against the Lords was whether electorates were to be committed to the policy of the Budget and against tariff reform without having an opportunity of saying which they preferred. The policy of tariff reform alone assured the Empire a means of meeting urgent needs of defence, together with social reform, he could hardly call the Budget a policy—it was a re-hash of State Cobdenism spiced with a little Socialistic seasoning. — [425, 262, 552, 401]
article-paragraph: Conduct—Rita Elliott. — [432, 1132, 499, 1142]
article-paragraph: Elocution—Eila Elliott. — [432, 1175, 502, 1185]
article-paragraph: The Government is making no further advances pending Parliamentary consideration, and a conference with the bondholders with a view to arriving at an amicable settlement. — [563, 1127, 690, 1175]
article-paragraph: Both vessels were well lighted. The French steamer went to the bottom in less than five minutes. The commander (Captain Couniloue) lost his life. So sudden was the catastrophe that there was no time to give orders on the French ship, or to have the boats lowered. She went down like a stone. — [11, 212, 139, 287]
article-paragraph: Stewards' Hack Handicap.—First Battery, 6.7, 1; Milan, 7.10, 2; No Trumps, 8.5, 3. Also started—Subtime 8.10, Waiorelli 8.5. Won by a clear length. Time, 1min 16sec. — [838, 890, 966, 937]
article-paragraph: Mr and Mrs F. T. Redman, of Waikato road, celebrated their silver wedding yesterday, and in honour of the occasion entertained over two hundred guests. Elaborate preparations had been made for the function, and a most enjoyable time was spent. A lengthy toast list was honoured, felicitous speeches made, and good wishes extended to Mr and Mrs Redman for their future welfare. The health of Mr and Mrs Redman was proposed by Mr K. Hornblow, and replied to by Mr Redman, while Mr J. Hornblow proposed the toast of Mr and Mrs Redman's family. Mr C. Redman responding. Mrs Redman was attired in a handsome grey silk dress with solid silver trimmings, and wore orange blossoms. — [11, 928, 139, 1096]
article-paragraph: The Headmaster (Mr W. H. Jack) reported there were in attendance 593, average attendance 535, percentage of attendance 93; Side School 179, 157, 88; Secondary Classes 66, 62, 94. The attendance for the month has been good. The Side School attendance is slightly affected by a few cases of whooping cough. The new train service has caused a reduction in the roll of the Secondary Department. The transfer of employees has also taken several families of children from the primary school. From the accompanying absentee report it will be noticed that quite a number of parents have broken the School Attendance Act by withdrawing their children, during the school term, for holiday making. I think it is probable that the Board's Truant Officer will institute proceedings in the worst of the cases. — [287, 1114, 415, 1309]
article-paragraph: 2. No children who live between Masterton and Pahiatua will have the opportunity of receiving free secondary education. Their junior free places will be of no value to them. — [287, 421, 415, 468]
article-headline: BRITAIN AND GERMANY. — [161, 265, 266, 299]
article-subheading: GREAT CHANCE FOR WRITTEN CONSTITUTION. — [432, 89, 545, 111]
article-paragraph: The Government's invitation to owners and men to work the mines has been published. — [838, 239, 966, 268]
article-paragraph: Of what does a bad taste in the mouth remind you? It indicates that your stomach is in bad condition and will remind you that there is nothing so good for such disorders as Chamberlain's Tablets. They cleanse and invigorate the stomach and regulate the bowels. Sold by all chemists and storekeepers. — [563, 1197, 690, 1272]
dateline: WELLINGTON, December 9. — [717, 84, 811, 94]
article — [701, 1317, 828, 1418]
article-paragraph: The death occurred yesterday morning of Mrs Bennett, wife of Mr William Bennett, of Tepis, Lansdowne. The deceased lady, who was 67 years of age, was the eldest daughter of the late Mr and Mrs W. H. Donald, of Manaia, and arrived in New Zealand with her parents, in 1842, by the sailing ship, George Fyfe. Mrs Bennett had a family of eighteen—five sons and three daughters—and seven survive her. The relatives will have the sympathy of a wide circle of friends in their bereavement. The funeral will leave the residence, Lansdowne, at 2.30 p.m. on Saturday, for the Masterton Cemetery. — [11, 787, 139, 927]
article-subheading: STATEMENT BY ESKIMOS. — [295, 89, 407, 100]
article-subheading: STRIKES IN AUSTRALIA. — [849, 77, 955, 88]
article-paragraph: Nominations for all events to be run at the Wairarapa Racing Club's summer race meeting on January 1st and 3rd next, close with the secretary, Mr E. A. Laery, Featherston, at 8 o'clock to-night. — [976, 691, 1103, 738]
article-subheading: VIEWS OF EARL ROBERTS. — [569, 647, 684, 658]
article-paragraph: The best dairy cow competition, under the auspices of the Masterton A. and P. Association, will take place to-day, and the results will be known on Monday next. Good entries have been received and keen interest is being manifested in the competition by dairy farmers throughout the district. The conditions are that a steward personally supervises each competing cow, attending the night before the test is taken to see her stripped satisfactorily. On the following day he will again attend to see her milked night and morning, under normal conditions. He will weigh the milk and take the sample each time, which will be sealed in the presence of the owner, and subsequently delivered to the secretary of the Association for purpose of testing and computing the calculations. One point is allowed for every pound of milk, ten points for each percentage of butter fat, and one point for every ten days over the first fourteen and up to one hundred and twenty days after calving. — [149, 448, 277, 680]
page-number: 5 — [1088, 2, 1100, 28]
article-paragraph: Mr Chapman moved that in face of the fact that accident is periodically happened at the school swings they be removed. He had no wish to deprive the children of any amusement, but he moved in the interests of the children. The motion was carried. — [287, 1026, 415, 1082]
dateline: Received December 9, 10.50 p.m. — [436, 241, 541, 251]
article-subheading: DISCUSSION AT SCHOOL COMMITTEE MEETING. — [298, 283, 404, 305]
dateline: Received December 9, 10.35 p.m. — [574, 510, 679, 520]
article-subheading: A PHOTOGRAPHIC HAMPER. — [979, 1196, 1101, 1207]
article — [563, 903, 690, 1174]
article-subheading: AIRSHIPS AND AEROPLANES. — [563, 634, 690, 645]
